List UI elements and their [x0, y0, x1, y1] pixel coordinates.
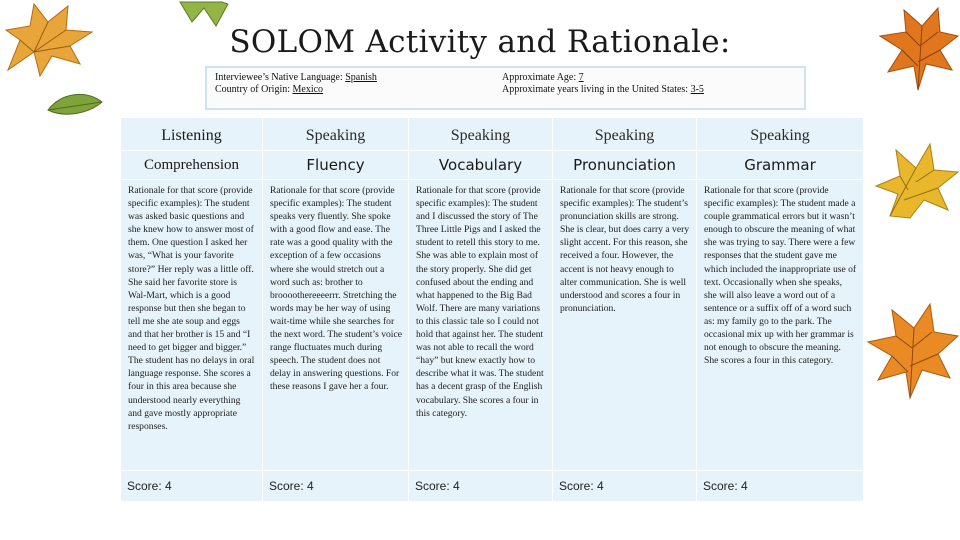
rationale-row	[121, 180, 864, 471]
autumn-leaf-right-icon	[870, 140, 960, 220]
header-speaking-fluency: Speaking	[263, 118, 409, 151]
score-vocabulary: Score: 4	[409, 471, 553, 502]
header-row-skill	[121, 151, 864, 180]
header-vocabulary: Vocabulary	[409, 151, 553, 180]
header-speaking-pronunciation: Speaking	[553, 118, 697, 151]
autumn-leaf-bottom-right-icon	[866, 300, 960, 400]
native-language-line	[215, 72, 377, 84]
header-speaking-grammar: Speaking	[697, 118, 864, 151]
rationale-grammar: Rationale for that score (provide specific examples): The student made a couple grammatical errors but it wasn’t enough to obscure the meaning of what she was trying to say. There were a few responses that the student gave me which included the inappropriate use of text. Occasionally when she speaks, she will also leave a word out of a sentence or a suffix off of a word such as: my family go to the park. The occasional mix up with her grammar is not enough to obscure the meaning. She scores a four in this category.	[697, 180, 864, 471]
header-speaking-vocabulary: Speaking	[409, 118, 553, 151]
years-value: 3-5	[690, 84, 704, 95]
solom-table	[120, 117, 864, 502]
autumn-leaf-top-left-icon	[0, 0, 100, 78]
years-label: Approximate years living in the United States:	[502, 84, 689, 95]
score-grammar: Score: 4	[697, 471, 864, 502]
age-line	[502, 72, 704, 84]
country-value: Mexico	[292, 84, 324, 95]
header-fluency: Fluency	[263, 151, 409, 180]
autumn-leaf-left-icon	[44, 88, 106, 118]
score-fluency: Score: 4	[263, 471, 409, 502]
interviewee-info-box	[205, 66, 806, 110]
autumn-leaf-top-right-icon	[878, 6, 960, 92]
page-title: SOLOM Activity and Rationale:	[229, 24, 731, 60]
native-language-label: Interviewee’s Native Language:	[215, 72, 343, 83]
native-language-value: Spanish	[345, 72, 377, 83]
age-label: Approximate Age:	[502, 72, 577, 83]
score-comprehension: Score: 4	[121, 471, 263, 502]
header-comprehension: Comprehension	[121, 151, 263, 180]
header-row-category	[121, 118, 864, 151]
rationale-vocabulary: Rationale for that score (provide specific examples): The student and I discussed the story of The Three Little Pigs and I asked the student to retell this story to me. She was able to explain most of the story properly. She did get confused about the ending and what happened to the Big Bad Wolf. There are many variations to this classic tale so I could not hold that against her. The student was not able to recall the word “hay” but knew exactly how to describe what it was. The student has a decent grasp of the English vocabulary. She scores a four in this category.	[409, 180, 553, 471]
info-left-group	[215, 72, 377, 96]
info-right-group	[502, 72, 704, 96]
rationale-pronunciation: Rationale for that score (provide specific examples): The student’s pronunciation skills are strong. She is clear, but does carry a very slight accent. For this reason, she received a four. However, the accent is not heavy enough to alter communication. She is well understood and scores a four in pronunciation.	[553, 180, 697, 471]
header-pronunciation: Pronunciation	[553, 151, 697, 180]
years-line	[502, 84, 704, 96]
header-grammar: Grammar	[697, 151, 864, 180]
age-value: 7	[578, 72, 584, 83]
rationale-fluency: Rationale for that score (provide specific examples): The student speaks very fluently. She spoke with a good flow and ease. The rate was a good quality with the exception of a few occasions where she would stretch out a word such as: brother to broooothereeeerrr. Stretching the words may be her way of using wait-time while she searches for the next word. The student’s voice range fluctuates much during speech. The student does not delay in answering questions. For these reasons I gave her a four.	[263, 180, 409, 471]
score-pronunciation: Score: 4	[553, 471, 697, 502]
score-row	[121, 471, 864, 502]
country-line	[215, 84, 377, 96]
header-listening: Listening	[121, 118, 263, 151]
country-label: Country of Origin:	[215, 84, 290, 95]
rationale-comprehension: Rationale for that score (provide specific examples): The student was asked basic questions and she knew how to answer most of them. One question I asked her was, “What is your favorite store?” Her reply was a little off. She said her favorite store is Wal-Mart, which is a good response but then she began to tell me she ate soup and eggs and that her brother is 15 and “I need to get bigger and bigger.” The student has no delays in oral language response. She scores a four in this area because she understood nearly everything and gave mostly appropriate responses.	[121, 180, 263, 471]
